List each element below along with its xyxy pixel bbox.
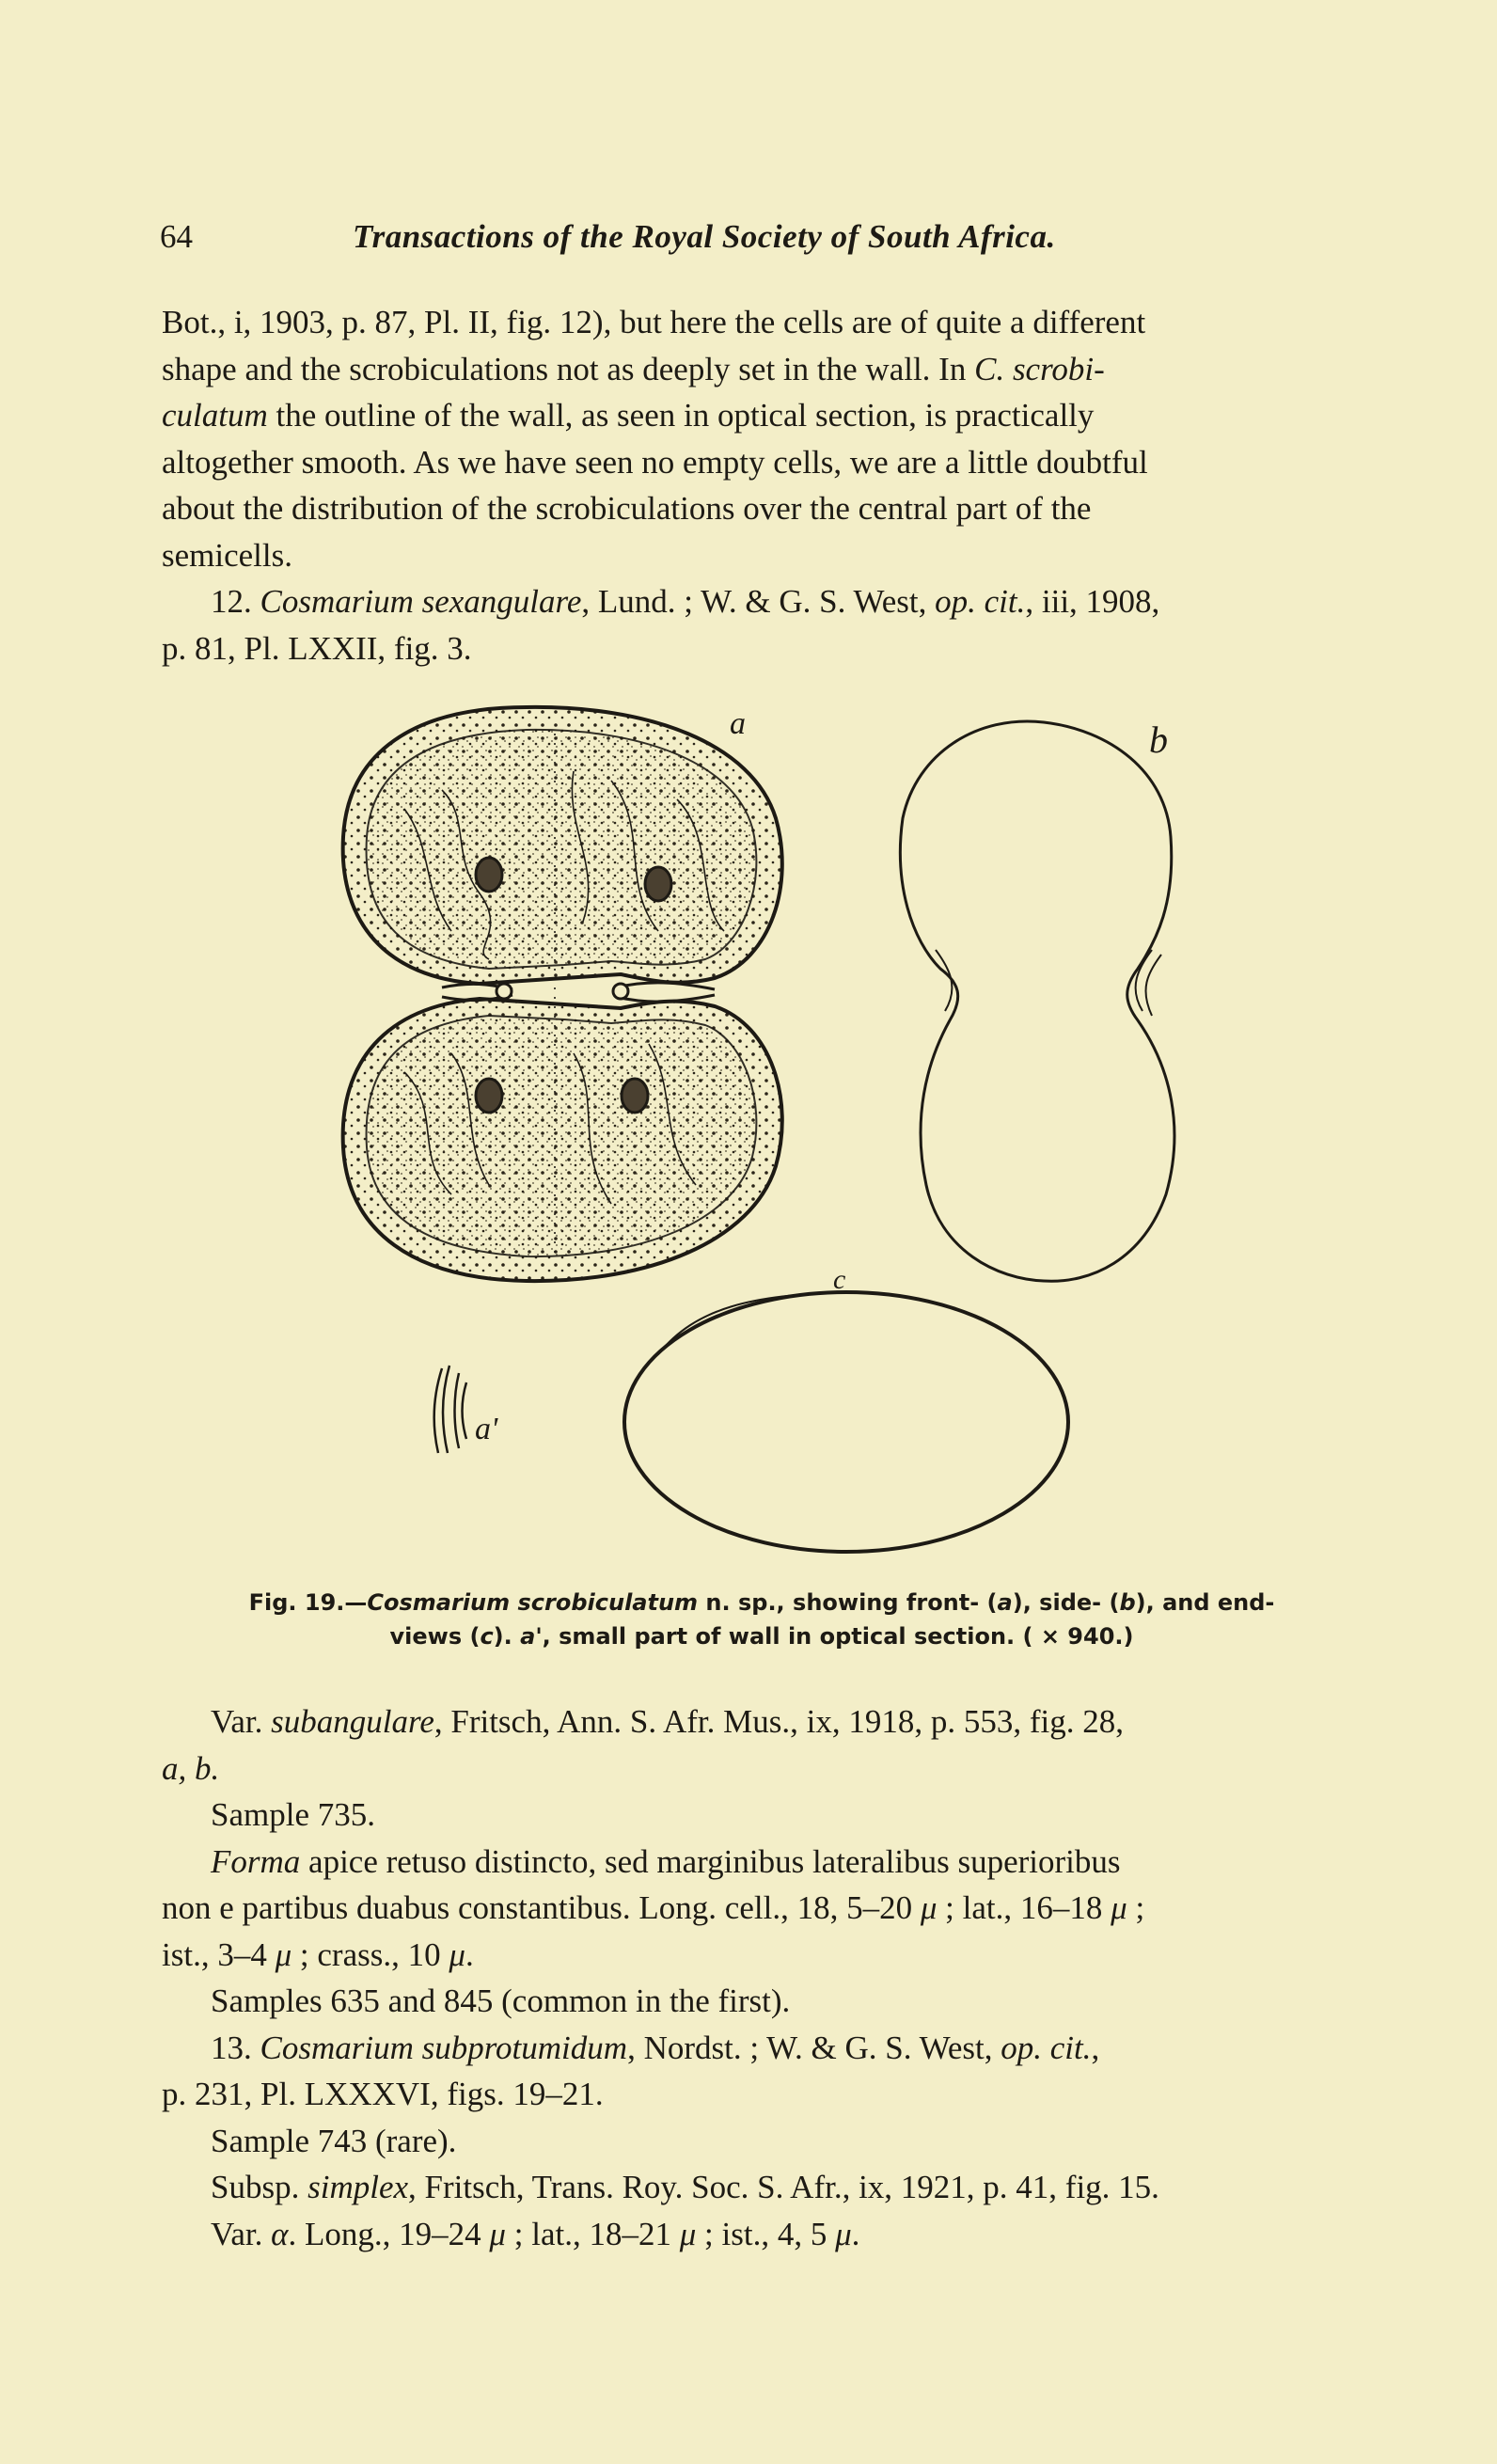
subsp-simplex: Subsp. simplex, Fritsch, Trans. Roy. Soc. S. Afr., ix, 1921, p. 41, fig. 15. bbox=[211, 2169, 1159, 2205]
figure-label-b: b bbox=[1149, 719, 1168, 761]
figure-label-a-prime: a' bbox=[475, 1412, 498, 1446]
caption-line-2: views (c). a', small part of wall in optical section. ( × 940.) bbox=[389, 1623, 1134, 1650]
wall-section-detail bbox=[434, 1366, 466, 1453]
page-number: 64 bbox=[160, 218, 193, 255]
text-line: about the distribution of the scrobiculations over the central part of the bbox=[162, 490, 1092, 527]
sample-735: Sample 735. bbox=[211, 1796, 375, 1833]
sample-743: Sample 743 (rare). bbox=[211, 2122, 457, 2159]
var-subangulare-line2: a, b. bbox=[162, 1749, 220, 1787]
top-paragraph bbox=[162, 299, 1384, 671]
running-header bbox=[160, 218, 1392, 275]
var-subangulare: Var. subangulare, Fritsch, Ann. S. Afr. Mus., ix, 1918, p. 553, fig. 28, bbox=[211, 1703, 1124, 1740]
forma-line3: ist., 3–4 μ ; crass., 10 μ. bbox=[162, 1935, 474, 1973]
text-line: culatum the outline of the wall, as seen in optical section, is practically bbox=[162, 397, 1095, 434]
entry-12-line2: p. 81, Pl. LXXII, fig. 3. bbox=[162, 629, 472, 667]
entry-12: 12. Cosmarium sexangulare, Lund. ; W. & G. S. West, op. cit., iii, 1908, bbox=[211, 583, 1160, 620]
figure-label-c: c bbox=[833, 1264, 846, 1295]
entry-13: 13. Cosmarium subprotumidum, Nordst. ; W. & G. S. West, op. cit., bbox=[211, 2029, 1100, 2066]
entry-13-line2: p. 231, Pl. LXXXVI, figs. 19–21. bbox=[162, 2076, 604, 2112]
lower-text bbox=[162, 1698, 1384, 2257]
forma-line1: Forma apice retuso distincto, sed marginibus lateralibus superioribus bbox=[211, 1842, 1121, 1880]
front-view-cell bbox=[343, 707, 782, 1281]
caption-line-1: Fig. 19.—Cosmarium scrobiculatum n. sp., showing front- (a), side- (b), and end- bbox=[248, 1589, 1275, 1616]
text-line: Bot., i, 1903, p. 87, Pl. II, fig. 12), but here the cells are of quite a different bbox=[162, 304, 1146, 340]
forma-line2: non e partibus duabus constantibus. Long. cell., 18, 5–20 μ ; lat., 16–18 μ ; bbox=[162, 1889, 1145, 1926]
figure-caption bbox=[216, 1586, 1307, 1653]
figure-label-a: a bbox=[730, 706, 746, 741]
var-alpha: Var. α. Long., 19–24 μ ; lat., 18–21 μ ; ist., 4, 5 μ. bbox=[211, 2215, 860, 2252]
text-line: shape and the scrobiculations not as deeply set in the wall. In C. scrobi- bbox=[162, 350, 1105, 387]
side-view-cell bbox=[900, 721, 1174, 1281]
samples-635: Samples 635 and 845 (common in the first). bbox=[211, 1982, 791, 2019]
text-line: semicells. bbox=[162, 536, 292, 574]
figure-19 bbox=[0, 696, 1497, 1580]
journal-title: Transactions of the Royal Society of South Africa. bbox=[353, 218, 1056, 255]
end-view-cell bbox=[624, 1292, 1068, 1552]
text-line: altogether smooth. As we have seen no empty cells, we are a little doubtful bbox=[162, 443, 1148, 481]
